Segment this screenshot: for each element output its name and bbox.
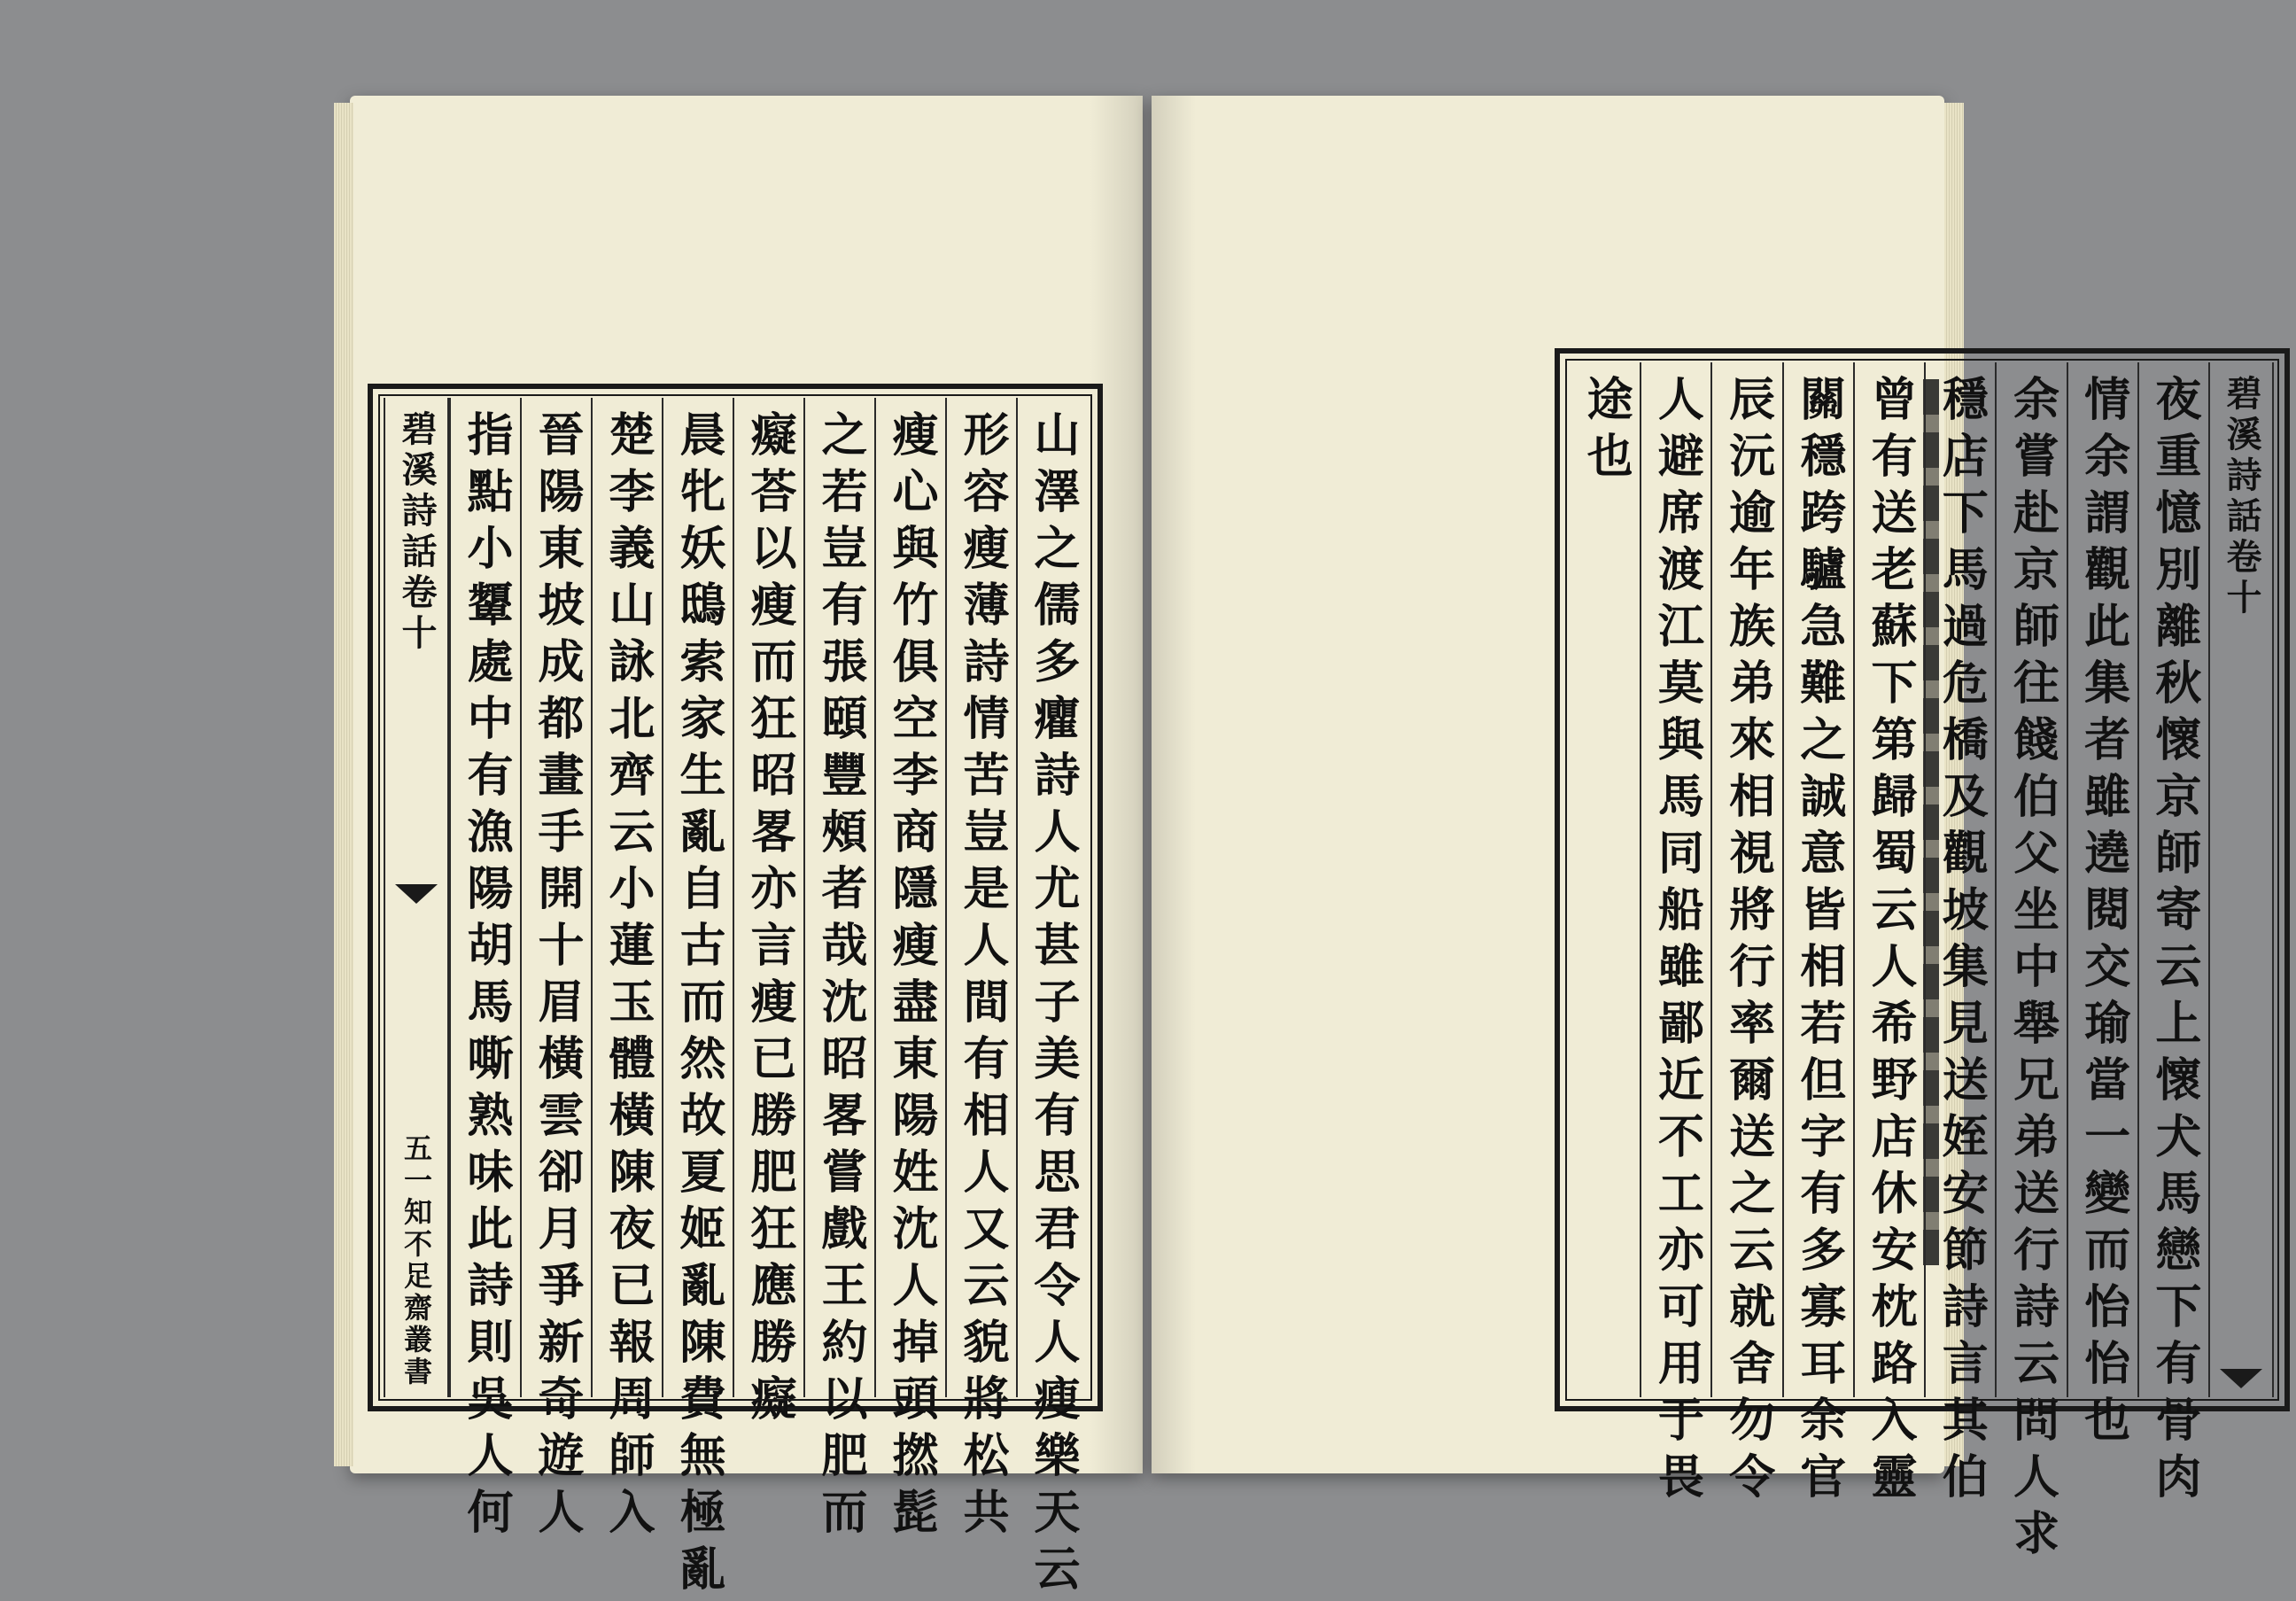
column-text: 山澤之儒多癯詩人尤甚子美有思君令人瘦樂天云 — [1026, 410, 1080, 1601]
column-text: 余嘗赴京師往餞伯父坐中舉兄弟送行詩云問人求 — [2005, 375, 2059, 1566]
text-column — [662, 398, 733, 1601]
column-text: 人避席渡江莫與馬同船雖鄙近不工亦可用于畏 — [1649, 375, 1704, 1509]
text-column — [1710, 362, 1781, 1509]
column-text: 途也 — [1578, 375, 1633, 488]
text-column — [591, 398, 662, 1544]
right-page — [1152, 96, 2262, 1566]
text-column — [803, 398, 874, 1544]
column-text: 情余謂觀此集者雖遶閱交瑜當一變而怡怡也 — [2075, 375, 2130, 1452]
fishtail-mark-icon — [2220, 1369, 2262, 1388]
text-column — [733, 398, 803, 1431]
text-column — [2137, 362, 2208, 1509]
text-column — [1016, 398, 1087, 1601]
column-text: 癡荅以瘦而狂昭畧亦言瘦已勝肥狂應勝癡 — [742, 410, 796, 1431]
column-text: 瘦心與竹俱空李商隱瘦盡東陽姓沈人掉頭撚髭 — [884, 410, 938, 1544]
column-text: 關穩跨驢急難之誠意皆相若但字有多寡耳余官 — [1791, 375, 1846, 1509]
text-column — [1924, 362, 1995, 1509]
fishtail-mark-icon — [395, 884, 438, 904]
text-column — [1853, 362, 1924, 1509]
column-text: 之若豈有張頤豐頰者哉沈昭畧嘗戲王約以肥而 — [813, 410, 867, 1544]
text-column — [1640, 362, 1710, 1509]
text-column — [945, 398, 1016, 1544]
text-column — [449, 398, 520, 1544]
text-column — [1782, 362, 1853, 1509]
book-title: 碧溪詩話卷十 — [2221, 375, 2262, 619]
text-column — [2067, 362, 2137, 1452]
column-text: 晨牝妖鴟索家生亂自古而然故夏姬亂陳費無極亂 — [671, 410, 725, 1601]
column-text: 夜重憶別離秋懷京師寄云上懷犬馬戀下有骨肉 — [2146, 375, 2201, 1509]
left-page — [350, 96, 1143, 1601]
column-text: 形容瘦薄詩情苦豈是人間有相人又云貌將松共 — [955, 410, 1009, 1544]
book-title: 碧溪詩話卷十 — [396, 410, 438, 655]
block-center-margin — [384, 398, 449, 1397]
page-edge — [334, 103, 353, 1466]
right-text-frame — [1555, 348, 2290, 1566]
block-center-margin — [2208, 362, 2274, 1397]
column-text: 晉陽東坡成都畫手開十眉橫雲卻月爭新奇遊人 — [530, 410, 584, 1544]
column-text: 楚李義山詠北齊云小蓮玉體橫陳夜已報周師入 — [601, 410, 655, 1544]
text-column — [520, 398, 591, 1544]
column-text: 指點小顰處中有漁陽胡馬嘶熟味此詩則吳人何 — [459, 410, 513, 1544]
text-column — [1995, 362, 2066, 1566]
text-column — [1571, 362, 1640, 1397]
folio-label: 五一知不足齋叢書 — [399, 1133, 433, 1388]
left-text-frame — [368, 384, 1103, 1601]
open-book — [350, 96, 2262, 1601]
text-column — [874, 398, 945, 1544]
column-text: 辰沅逾年族弟來相視將行率爾送之云就舍勿令 — [1720, 375, 1775, 1509]
column-text: 曾有送老蘇下第歸蜀云人希野店休安枕路入靈 — [1863, 375, 1918, 1509]
column-text: 穩店下馬過危橋及觀坡集見送姪安節詩言其伯 — [1934, 375, 1989, 1509]
